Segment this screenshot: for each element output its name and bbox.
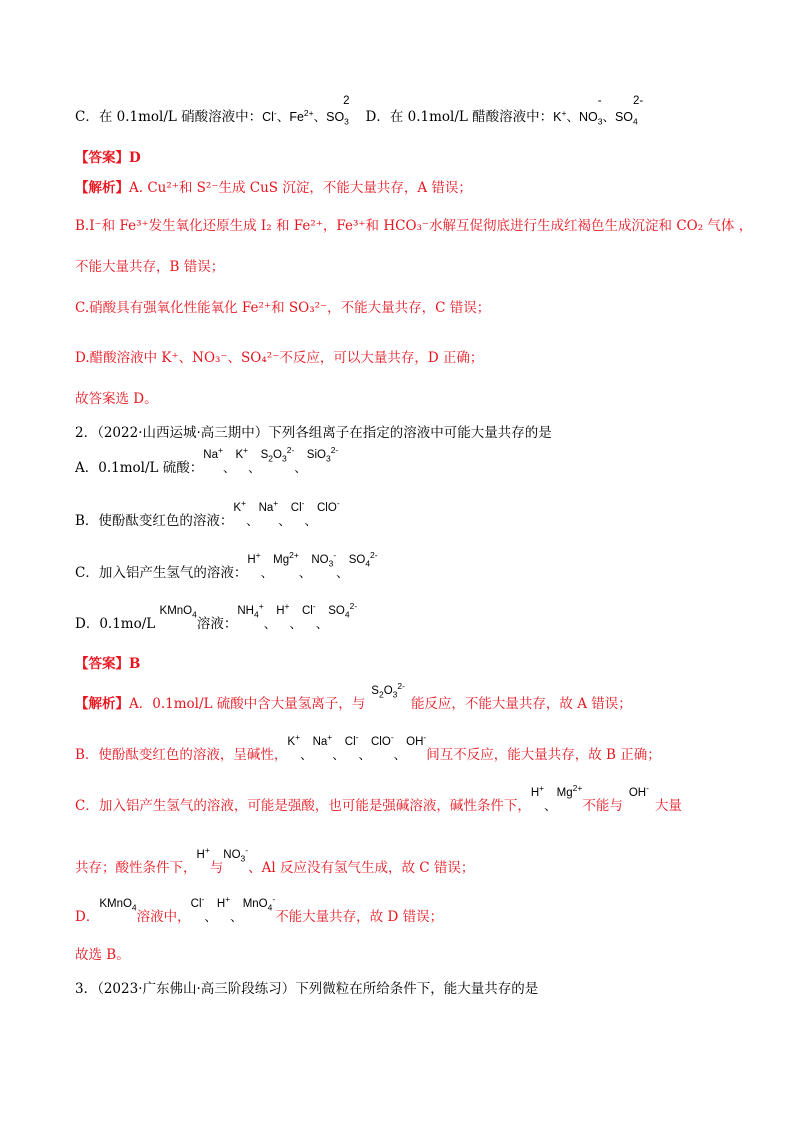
q1-option-c-label: C．在 0.1mol/L 硝酸溶液中： <box>75 109 263 125</box>
q1-answer: 【答案】D <box>75 150 141 166</box>
q2-option-a <box>75 445 339 479</box>
q1-option-c-ions: Cl-、$Fe^{2+}$、$SO_3$ 2 <box>262 95 350 127</box>
q2-explanation-b: B．使酚酞变红色的溶液，呈碱性，K+、Na+、Cl-、ClO-、OH-间互不反应，能大量共存，故 B 正确； <box>75 732 661 763</box>
q2-option-c <box>75 550 378 584</box>
q1-exp-a-text: A. Cu²⁺和 S²⁻生成 CuS 沉淀，不能大量共存，A 错误； <box>129 180 472 196</box>
q2-stem: 2．（2022·山西运城·高三期中）下列各组离子在指定的溶液中可能大量共存的是 <box>75 425 552 441</box>
q1-explanation-a <box>75 178 472 198</box>
q2-option-d: D．0.1mo/L KMnO$_4$溶液：$NH_4^+$、H+、Cl-、$SO_4^{2-}$ <box>75 601 358 632</box>
q1-explanation-b1: B.I⁻和 Fe³⁺发生氧化还原生成 I₂ 和 Fe²⁺，Fe³⁺和 HCO₃⁻水解互促彻底进行生成红褐色生成沉淀和 CO₂ 气体 ， <box>75 218 753 234</box>
q2-exp-head: 【解析】 <box>75 696 129 712</box>
q2-explanation-a: 【解析】A．0.1mol/L 硫酸中含大量氢离子，与$S_2O_3^{2-}$能反应，不能大量共存，故 A 错误； <box>75 681 632 712</box>
q1-option-d-ions: K+、$NO_3$ - 、$SO_4$ 2- <box>553 95 644 127</box>
q2-option-d-kmno4: KMnO$_4$ <box>159 605 197 620</box>
q2-explanation-d: D．KMnO$_4$溶液中，Cl-、H+、MnO$_4$-不能大量共存，故 D 错误； <box>75 894 444 925</box>
q1-explanation-c: C.硝酸具有强氧化性能氧化 Fe²⁺和 SO₃²⁻，不能大量共存，C 错误； <box>75 300 491 316</box>
q2-option-c-label: C．加入铝产生氢气的溶液： <box>75 565 248 581</box>
q1-explanation-d: D.醋酸溶液中 K⁺、NO₃⁻、SO₄²⁻不反应，可以大量共存，D 正确； <box>75 350 484 366</box>
q2-option-d-label: D．0.1mo/L <box>75 616 160 632</box>
q2-option-b-ions: K+、Na+、Cl-、ClO- <box>233 498 340 528</box>
q2-option-d-ions: $NH_4^+$、H+、Cl-、$SO_4^{2-}$ <box>237 601 358 631</box>
q2-conclusion: 故选 B。 <box>75 947 130 963</box>
q2-option-a-ions: Na+、K+、$S_2O_3^{2-}$、SiO$_3^{2-}$ <box>203 445 339 475</box>
q2-explanation-c2: 共存；酸性条件下，H+与$NO_3^-$、Al 反应没有氢气生成，故 C 错误； <box>75 845 475 876</box>
q1-option-d-label: D．在 0.1mol/L 醋酸溶液中： <box>365 109 554 125</box>
q3-stem: 3．（2023·广东佛山·高三阶段练习）下列微粒在所给条件下，能大量共存的是 <box>75 981 539 997</box>
q2-option-a-label: A．0.1mol/L 硫酸： <box>75 460 204 476</box>
q2-option-b <box>75 498 340 532</box>
q2-option-c-ions: H+、$Mg^{2+}$、$NO_3^-$、$SO_4^{2-}$ <box>247 550 378 580</box>
q1-explanation-b2: 不能大量共存，B 错误； <box>75 259 225 275</box>
q1-options-cd <box>75 95 644 127</box>
q2-answer: 【答案】B <box>75 656 141 672</box>
q1-conclusion: 故答案选 D。 <box>75 391 158 407</box>
q1-exp-head: 【解析】 <box>75 180 129 196</box>
q2-explanation-c1: C．加入铝产生氢气的溶液，可能是强酸，也可能是强碱溶液，碱性条件下，H+、$Mg^{2+}$不能与OH-大量 <box>75 783 682 814</box>
q2-option-b-label: B．使酚酞变红色的溶液： <box>75 513 234 529</box>
